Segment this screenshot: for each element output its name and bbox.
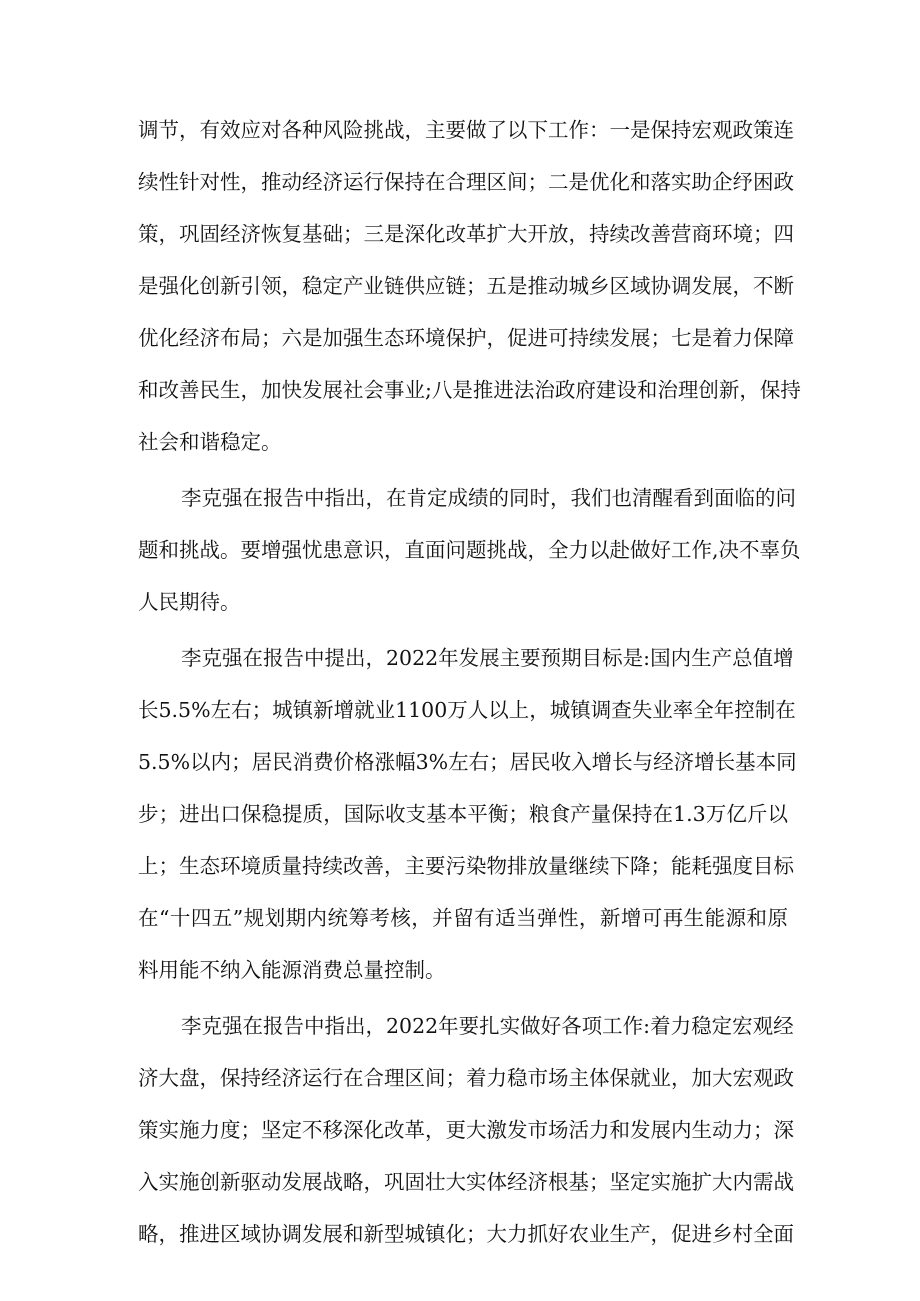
paragraph-line: 李克强在报告中指出，在肯定成绩的同时，我们也清醒看到面临的问 bbox=[181, 486, 796, 510]
paragraph-line: 策实施力度；坚定不移深化改革，更大激发市场活力和发展内生动力；深 bbox=[138, 1118, 794, 1142]
paragraph-line: 料用能不纳入能源消费总量控制。 bbox=[138, 958, 446, 982]
paragraph-line: 人民期待。 bbox=[138, 590, 241, 614]
paragraph-line: 社会和谐稳定。 bbox=[138, 430, 282, 454]
paragraph-line: 调节，有效应对各种风险挑战，主要做了以下工作：一是保持宏观政策连 bbox=[138, 118, 794, 142]
paragraph-line: 李克强在报告中指出，2022年要扎实做好各项工作:着力稳定宏观经 bbox=[181, 1014, 794, 1038]
paragraph-line: 略，推进区域协调发展和新型城镇化；大力抓好农业生产，促进乡村全面 bbox=[138, 1222, 794, 1246]
paragraph-line: 是强化创新引领，稳定产业链供应链；五是推动城乡区域协调发展，不断 bbox=[138, 274, 794, 298]
paragraph-line: 5.5%以内；居民消费价格涨幅3%左右；居民收入增长与经济增长基本同 bbox=[138, 750, 797, 774]
paragraph-line: 题和挑战。要增强忧患意识，直面问题挑战，全力以赴做好工作,决不辜负 bbox=[138, 538, 801, 562]
paragraph-line: 策，巩固经济恢复基础；三是深化改革扩大开放，持续改善营商环境；四 bbox=[138, 222, 794, 246]
paragraph-line: 李克强在报告中提出，2022年发展主要预期目标是:国内生产总值增 bbox=[181, 646, 794, 670]
paragraph-line: 上；生态环境质量持续改善，主要污染物排放量继续下降；能耗强度目标 bbox=[138, 854, 794, 878]
paragraph-line: 和改善民生，加快发展社会事业;八是推进法治政府建设和治理创新，保持 bbox=[138, 378, 801, 402]
paragraph-line: 优化经济布局；六是加强生态环境保护，促进可持续发展；七是着力保障 bbox=[138, 326, 794, 350]
paragraph-line: 入实施创新驱动发展战略，巩固壮大实体经济根基；坚定实施扩大内需战 bbox=[138, 1170, 794, 1194]
paragraph-line: 长5.5%左右；城镇新增就业1100万人以上，城镇调查失业率全年控制在 bbox=[138, 698, 796, 722]
paragraph-line: 济大盘，保持经济运行在合理区间；着力稳市场主体保就业，加大宏观政 bbox=[138, 1066, 794, 1090]
paragraph-line: 步；进出口保稳提质，国际收支基本平衡；粮食产量保持在1.3万亿斤以 bbox=[138, 802, 788, 826]
paragraph-line: 续性针对性，推动经济运行保持在合理区间；二是优化和落实助企纾困政 bbox=[138, 170, 794, 194]
paragraph-line: 在“十四五”规划期内统筹考核，并留有适当弹性，新增可再生能源和原 bbox=[138, 906, 788, 930]
